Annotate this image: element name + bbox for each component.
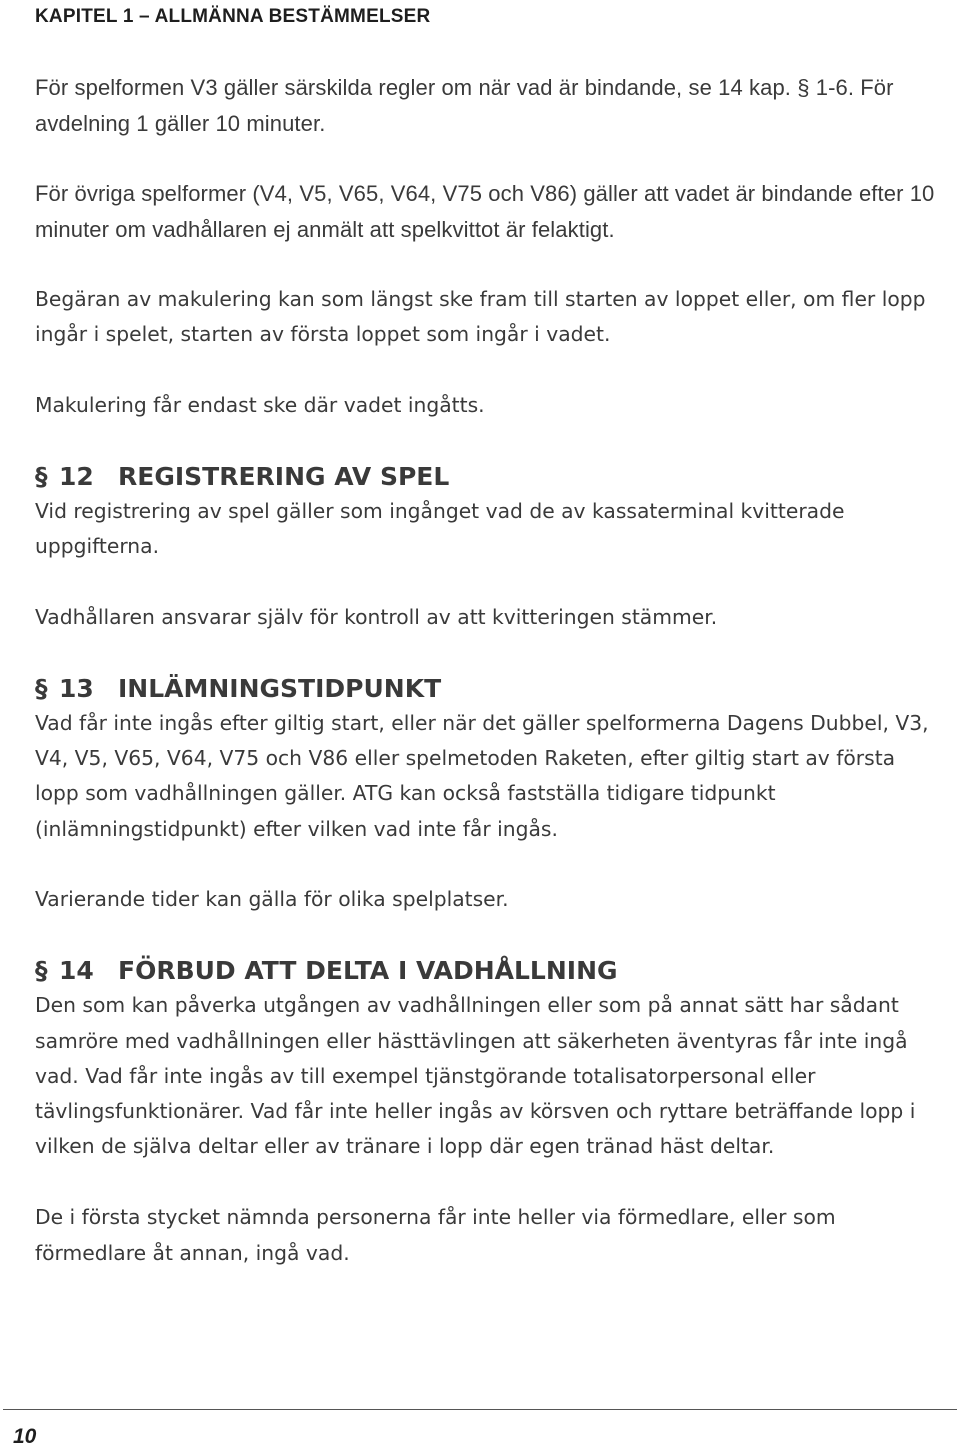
chapter-header: KAPITEL 1 – ALLMÄNNA BESTÄMMELSER	[35, 6, 431, 27]
paragraph-cancellation-request: Begäran av makulering kan som längst ske fram till starten av loppet eller, om fler lopp ingår i spelet, starten av första loppet som ingår i vadet.	[35, 287, 926, 347]
section-title: INLÄMNINGSTIDPUNKT	[118, 673, 442, 703]
section-title: REGISTRERING AV SPEL	[118, 461, 450, 491]
section-symbol: §	[35, 461, 48, 491]
footer-divider	[3, 1409, 957, 1410]
page-number: 10	[13, 1425, 37, 1448]
section-14-heading	[35, 953, 935, 988]
section-title: FÖRBUD ATT DELTA I VADHÅLLNING	[118, 956, 618, 986]
section-12-paragraph-2: Vadhållaren ansvarar själv för kontroll av att kvitteringen stämmer.	[35, 604, 718, 629]
section-number: 12	[59, 461, 94, 491]
section-12-paragraph-1: Vid registrering av spel gäller som ingånget vad de av kassaterminal kvitterade uppgifterna.	[35, 498, 845, 559]
section-number: 14	[59, 956, 94, 986]
section-12-heading	[35, 459, 935, 494]
section-13-paragraph-2: Varierande tider kan gälla för olika spelplatser.	[35, 887, 509, 912]
section-symbol: §	[35, 673, 48, 703]
paragraph-other-game-forms: För övriga spelformer (V4, V5, V65, V64, V75 och V86) gäller att vadet är bindande efter 10 minuter om vadhållaren ej anmält att spelkvittot är felaktigt.	[35, 181, 935, 242]
section-13-paragraph-1: Vad får inte ingås efter giltig start, eller när det gäller spelformerna Dagens Dubbel, V3, V4, V5, V65, V64, V75 och V86 eller spelmetoden Raketen, efter giltig start av första lopp som vadhållningen gäller. ATG kan också fastställa tidigare tidpunkt (inlämningstidpunkt) efter vilken vad inte får ingås.	[35, 710, 929, 841]
section-13-heading	[35, 671, 935, 706]
section-14-paragraph-1: Den som kan påverka utgången av vadhållningen eller som på annat sätt har sådant samröre med vadhållningen eller hästtävlingen att säkerheten äventyras får inte ingå vad. Vad får inte ingås av till exempel tjänstgörande totalisatorpersonal eller tävlingsfunktionärer. Vad får inte heller ingås av körsven och ryttare beträffande lopp i vilken de själva deltar eller av tränare i lopp där egen tränad häst deltar.	[35, 993, 916, 1159]
section-number: 13	[59, 673, 94, 703]
document-body	[35, 70, 935, 1271]
section-14-paragraph-2: De i första stycket nämnda personerna får inte heller via förmedlare, eller som förmedlare åt annan, ingå vad.	[35, 1205, 836, 1265]
paragraph-v3-rule: För spelformen V3 gäller särskilda regler om när vad är bindande, se 14 kap. § 1-6. För avdelning 1 gäller 10 minuter.	[35, 75, 894, 136]
section-symbol: §	[35, 956, 48, 986]
paragraph-cancellation-location: Makulering får endast ske där vadet ingåtts.	[35, 393, 485, 418]
